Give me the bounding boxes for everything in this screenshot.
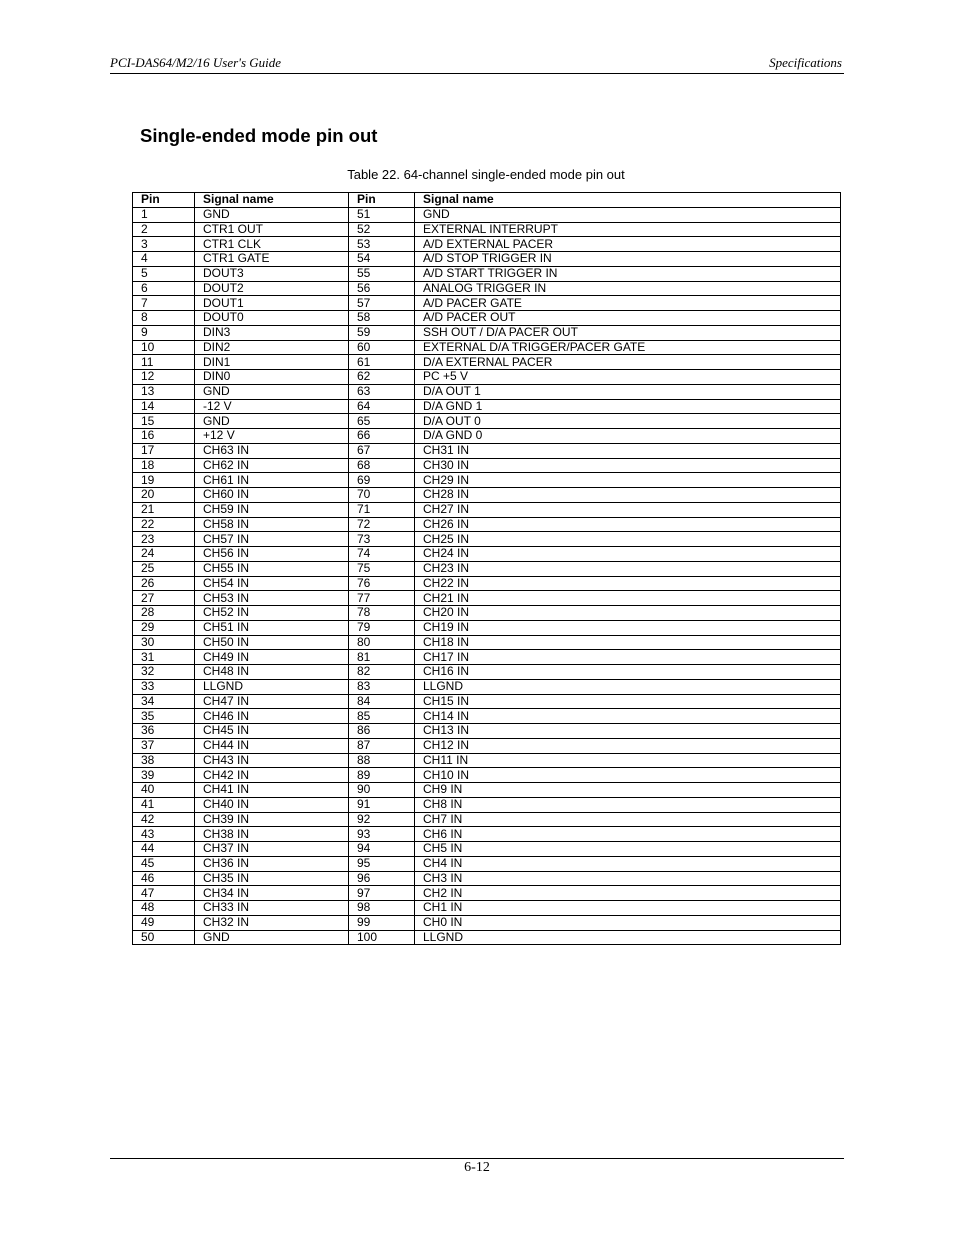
header-divider xyxy=(110,73,844,74)
table-row xyxy=(133,650,841,665)
table-row xyxy=(133,252,841,267)
pin-number-cell: 21 xyxy=(133,502,195,517)
table-row xyxy=(133,296,841,311)
pin-number-cell: 84 xyxy=(349,694,415,709)
signal-name-cell: CTR1 OUT xyxy=(195,222,349,237)
pin-number-cell: 29 xyxy=(133,620,195,635)
pin-number-cell: 40 xyxy=(133,783,195,798)
signal-name-cell: +12 V xyxy=(195,429,349,444)
pin-number-cell: 52 xyxy=(349,222,415,237)
signal-name-cell: CH24 IN xyxy=(415,547,841,562)
signal-name-cell: A/D PACER OUT xyxy=(415,311,841,326)
column-header-signal-left: Signal name xyxy=(195,193,349,208)
pin-number-cell: 94 xyxy=(349,842,415,857)
pin-number-cell: 63 xyxy=(349,384,415,399)
signal-name-cell: CH20 IN xyxy=(415,606,841,621)
signal-name-cell: CH11 IN xyxy=(415,753,841,768)
signal-name-cell: CH33 IN xyxy=(195,901,349,916)
table-row xyxy=(133,871,841,886)
signal-name-cell: CH3 IN xyxy=(415,871,841,886)
pin-number-cell: 38 xyxy=(133,753,195,768)
pin-number-cell: 76 xyxy=(349,576,415,591)
pin-number-cell: 8 xyxy=(133,311,195,326)
signal-name-cell: CH58 IN xyxy=(195,517,349,532)
table-row xyxy=(133,783,841,798)
pin-number-cell: 92 xyxy=(349,812,415,827)
pin-number-cell: 59 xyxy=(349,325,415,340)
table-row xyxy=(133,325,841,340)
pin-number-cell: 65 xyxy=(349,414,415,429)
signal-name-cell: CH2 IN xyxy=(415,886,841,901)
pin-number-cell: 93 xyxy=(349,827,415,842)
signal-name-cell: CH36 IN xyxy=(195,856,349,871)
signal-name-cell: A/D STOP TRIGGER IN xyxy=(415,252,841,267)
pin-number-cell: 14 xyxy=(133,399,195,414)
table-row xyxy=(133,886,841,901)
signal-name-cell: CH1 IN xyxy=(415,901,841,916)
signal-name-cell: CH56 IN xyxy=(195,547,349,562)
signal-name-cell: CH38 IN xyxy=(195,827,349,842)
pin-number-cell: 35 xyxy=(133,709,195,724)
table-row xyxy=(133,281,841,296)
signal-name-cell: CH27 IN xyxy=(415,502,841,517)
pin-number-cell: 22 xyxy=(133,517,195,532)
pin-number-cell: 74 xyxy=(349,547,415,562)
pin-number-cell: 89 xyxy=(349,768,415,783)
signal-name-cell: CTR1 CLK xyxy=(195,237,349,252)
table-row xyxy=(133,340,841,355)
table-row xyxy=(133,517,841,532)
pin-number-cell: 50 xyxy=(133,930,195,945)
pin-number-cell: 27 xyxy=(133,591,195,606)
signal-name-cell: CH13 IN xyxy=(415,724,841,739)
pin-number-cell: 55 xyxy=(349,266,415,281)
pin-number-cell: 61 xyxy=(349,355,415,370)
pin-number-cell: 83 xyxy=(349,679,415,694)
table-row xyxy=(133,606,841,621)
pin-number-cell: 100 xyxy=(349,930,415,945)
signal-name-cell: CH48 IN xyxy=(195,665,349,680)
pin-number-cell: 56 xyxy=(349,281,415,296)
table-row xyxy=(133,797,841,812)
signal-name-cell: PC +5 V xyxy=(415,370,841,385)
pin-number-cell: 30 xyxy=(133,635,195,650)
signal-name-cell: CH44 IN xyxy=(195,738,349,753)
table-row xyxy=(133,724,841,739)
signal-name-cell: CH41 IN xyxy=(195,783,349,798)
pin-number-cell: 26 xyxy=(133,576,195,591)
signal-name-cell: CH31 IN xyxy=(415,443,841,458)
signal-name-cell: CH15 IN xyxy=(415,694,841,709)
pin-number-cell: 79 xyxy=(349,620,415,635)
pin-number-cell: 41 xyxy=(133,797,195,812)
pin-number-cell: 17 xyxy=(133,443,195,458)
signal-name-cell: CH29 IN xyxy=(415,473,841,488)
table-row xyxy=(133,311,841,326)
signal-name-cell: GND xyxy=(195,414,349,429)
pin-number-cell: 62 xyxy=(349,370,415,385)
pin-number-cell: 87 xyxy=(349,738,415,753)
pin-number-cell: 12 xyxy=(133,370,195,385)
pin-number-cell: 97 xyxy=(349,886,415,901)
signal-name-cell: CH4 IN xyxy=(415,856,841,871)
table-row xyxy=(133,812,841,827)
pin-number-cell: 43 xyxy=(133,827,195,842)
pin-number-cell: 48 xyxy=(133,901,195,916)
table-row xyxy=(133,901,841,916)
column-header-pin-right: Pin xyxy=(349,193,415,208)
signal-name-cell: D/A OUT 0 xyxy=(415,414,841,429)
table-row xyxy=(133,266,841,281)
signal-name-cell: GND xyxy=(195,384,349,399)
signal-name-cell: CH32 IN xyxy=(195,915,349,930)
signal-name-cell: LLGND xyxy=(415,930,841,945)
pinout-table xyxy=(132,192,841,945)
signal-name-cell: CH23 IN xyxy=(415,561,841,576)
pin-number-cell: 57 xyxy=(349,296,415,311)
pin-number-cell: 18 xyxy=(133,458,195,473)
signal-name-cell: LLGND xyxy=(415,679,841,694)
pin-number-cell: 99 xyxy=(349,915,415,930)
table-row xyxy=(133,532,841,547)
table-row xyxy=(133,591,841,606)
signal-name-cell: CH51 IN xyxy=(195,620,349,635)
table-body xyxy=(133,207,841,945)
signal-name-cell: CH42 IN xyxy=(195,768,349,783)
pin-number-cell: 47 xyxy=(133,886,195,901)
signal-name-cell: CH39 IN xyxy=(195,812,349,827)
signal-name-cell: CH45 IN xyxy=(195,724,349,739)
signal-name-cell: A/D START TRIGGER IN xyxy=(415,266,841,281)
table-row xyxy=(133,384,841,399)
signal-name-cell: CH0 IN xyxy=(415,915,841,930)
pin-number-cell: 90 xyxy=(349,783,415,798)
signal-name-cell: SSH OUT / D/A PACER OUT xyxy=(415,325,841,340)
pin-number-cell: 98 xyxy=(349,901,415,916)
table-row xyxy=(133,768,841,783)
signal-name-cell: A/D PACER GATE xyxy=(415,296,841,311)
table-row xyxy=(133,488,841,503)
signal-name-cell: CH37 IN xyxy=(195,842,349,857)
pin-number-cell: 75 xyxy=(349,561,415,576)
column-header-pin-left: Pin xyxy=(133,193,195,208)
pin-number-cell: 54 xyxy=(349,252,415,267)
pin-number-cell: 91 xyxy=(349,797,415,812)
table-row xyxy=(133,443,841,458)
pin-number-cell: 1 xyxy=(133,207,195,222)
signal-name-cell: DIN1 xyxy=(195,355,349,370)
signal-name-cell: CH35 IN xyxy=(195,871,349,886)
signal-name-cell: DOUT1 xyxy=(195,296,349,311)
pin-number-cell: 31 xyxy=(133,650,195,665)
pin-number-cell: 69 xyxy=(349,473,415,488)
pin-number-cell: 3 xyxy=(133,237,195,252)
table-caption: Table 22. 64-channel single-ended mode pin out xyxy=(347,167,625,182)
pin-number-cell: 78 xyxy=(349,606,415,621)
signal-name-cell: CH8 IN xyxy=(415,797,841,812)
signal-name-cell: CH16 IN xyxy=(415,665,841,680)
pin-number-cell: 6 xyxy=(133,281,195,296)
pin-number-cell: 51 xyxy=(349,207,415,222)
signal-name-cell: CH26 IN xyxy=(415,517,841,532)
pin-number-cell: 88 xyxy=(349,753,415,768)
pin-number-cell: 77 xyxy=(349,591,415,606)
pin-number-cell: 20 xyxy=(133,488,195,503)
pin-number-cell: 71 xyxy=(349,502,415,517)
table-row xyxy=(133,561,841,576)
signal-name-cell: CH52 IN xyxy=(195,606,349,621)
pin-number-cell: 73 xyxy=(349,532,415,547)
pin-number-cell: 33 xyxy=(133,679,195,694)
table-row xyxy=(133,237,841,252)
signal-name-cell: CH34 IN xyxy=(195,886,349,901)
signal-name-cell: CH28 IN xyxy=(415,488,841,503)
signal-name-cell: DIN2 xyxy=(195,340,349,355)
signal-name-cell: DIN0 xyxy=(195,370,349,385)
pin-number-cell: 64 xyxy=(349,399,415,414)
signal-name-cell: LLGND xyxy=(195,679,349,694)
pin-number-cell: 96 xyxy=(349,871,415,886)
table-row xyxy=(133,679,841,694)
table-row xyxy=(133,458,841,473)
signal-name-cell: CH6 IN xyxy=(415,827,841,842)
pin-number-cell: 15 xyxy=(133,414,195,429)
signal-name-cell: -12 V xyxy=(195,399,349,414)
signal-name-cell: CH5 IN xyxy=(415,842,841,857)
pin-number-cell: 49 xyxy=(133,915,195,930)
table-row xyxy=(133,620,841,635)
table-row xyxy=(133,547,841,562)
signal-name-cell: CH60 IN xyxy=(195,488,349,503)
signal-name-cell: DOUT3 xyxy=(195,266,349,281)
pin-number-cell: 37 xyxy=(133,738,195,753)
table-row xyxy=(133,665,841,680)
signal-name-cell: D/A EXTERNAL PACER xyxy=(415,355,841,370)
pin-number-cell: 4 xyxy=(133,252,195,267)
table-row xyxy=(133,576,841,591)
signal-name-cell: CH61 IN xyxy=(195,473,349,488)
table-row xyxy=(133,502,841,517)
table-row xyxy=(133,222,841,237)
table-header-row xyxy=(133,193,841,208)
header-section-name: Specifications xyxy=(769,55,842,70)
pin-number-cell: 53 xyxy=(349,237,415,252)
table-row xyxy=(133,355,841,370)
pin-number-cell: 81 xyxy=(349,650,415,665)
table-row xyxy=(133,842,841,857)
pin-number-cell: 7 xyxy=(133,296,195,311)
signal-name-cell: CH62 IN xyxy=(195,458,349,473)
signal-name-cell: EXTERNAL D/A TRIGGER/PACER GATE xyxy=(415,340,841,355)
header-guide-title: PCI-DAS64/M2/16 User's Guide xyxy=(110,55,282,70)
pin-number-cell: 45 xyxy=(133,856,195,871)
table-row xyxy=(133,429,841,444)
pin-number-cell: 23 xyxy=(133,532,195,547)
signal-name-cell: CH63 IN xyxy=(195,443,349,458)
signal-name-cell: GND xyxy=(195,207,349,222)
pin-number-cell: 24 xyxy=(133,547,195,562)
table-row xyxy=(133,827,841,842)
signal-name-cell: CH40 IN xyxy=(195,797,349,812)
signal-name-cell: CH7 IN xyxy=(415,812,841,827)
footer-divider xyxy=(110,1158,844,1159)
pin-number-cell: 13 xyxy=(133,384,195,399)
pin-number-cell: 95 xyxy=(349,856,415,871)
table-row xyxy=(133,414,841,429)
signal-name-cell: ANALOG TRIGGER IN xyxy=(415,281,841,296)
signal-name-cell: CH43 IN xyxy=(195,753,349,768)
pin-number-cell: 36 xyxy=(133,724,195,739)
signal-name-cell: CH14 IN xyxy=(415,709,841,724)
table-row xyxy=(133,399,841,414)
pin-number-cell: 32 xyxy=(133,665,195,680)
signal-name-cell: CH55 IN xyxy=(195,561,349,576)
table-row xyxy=(133,856,841,871)
signal-name-cell: D/A GND 0 xyxy=(415,429,841,444)
signal-name-cell: CH54 IN xyxy=(195,576,349,591)
page-number: 6-12 xyxy=(464,1160,490,1175)
signal-name-cell: CH12 IN xyxy=(415,738,841,753)
pin-number-cell: 28 xyxy=(133,606,195,621)
table-row xyxy=(133,370,841,385)
pin-number-cell: 82 xyxy=(349,665,415,680)
table-row xyxy=(133,753,841,768)
pin-number-cell: 80 xyxy=(349,635,415,650)
pin-number-cell: 86 xyxy=(349,724,415,739)
pin-number-cell: 68 xyxy=(349,458,415,473)
signal-name-cell: CH9 IN xyxy=(415,783,841,798)
pin-number-cell: 11 xyxy=(133,355,195,370)
signal-name-cell: CH57 IN xyxy=(195,532,349,547)
table-row xyxy=(133,738,841,753)
signal-name-cell: DOUT0 xyxy=(195,311,349,326)
pin-number-cell: 58 xyxy=(349,311,415,326)
table-row xyxy=(133,635,841,650)
signal-name-cell: CH53 IN xyxy=(195,591,349,606)
pin-number-cell: 67 xyxy=(349,443,415,458)
pin-number-cell: 10 xyxy=(133,340,195,355)
table-row xyxy=(133,915,841,930)
pin-number-cell: 70 xyxy=(349,488,415,503)
pin-number-cell: 66 xyxy=(349,429,415,444)
pin-number-cell: 5 xyxy=(133,266,195,281)
pin-number-cell: 34 xyxy=(133,694,195,709)
pin-number-cell: 39 xyxy=(133,768,195,783)
signal-name-cell: CH50 IN xyxy=(195,635,349,650)
column-header-signal-right: Signal name xyxy=(415,193,841,208)
table-row xyxy=(133,709,841,724)
section-title: Single-ended mode pin out xyxy=(140,125,378,146)
signal-name-cell: A/D EXTERNAL PACER xyxy=(415,237,841,252)
signal-name-cell: CH10 IN xyxy=(415,768,841,783)
signal-name-cell: DIN3 xyxy=(195,325,349,340)
signal-name-cell: D/A GND 1 xyxy=(415,399,841,414)
signal-name-cell: CH30 IN xyxy=(415,458,841,473)
signal-name-cell: CH21 IN xyxy=(415,591,841,606)
pin-number-cell: 85 xyxy=(349,709,415,724)
pin-number-cell: 44 xyxy=(133,842,195,857)
signal-name-cell: DOUT2 xyxy=(195,281,349,296)
signal-name-cell: CH59 IN xyxy=(195,502,349,517)
signal-name-cell: CH49 IN xyxy=(195,650,349,665)
table-row xyxy=(133,207,841,222)
table-row xyxy=(133,694,841,709)
pin-number-cell: 19 xyxy=(133,473,195,488)
signal-name-cell: CH46 IN xyxy=(195,709,349,724)
signal-name-cell: CH19 IN xyxy=(415,620,841,635)
pin-number-cell: 46 xyxy=(133,871,195,886)
pin-number-cell: 60 xyxy=(349,340,415,355)
signal-name-cell: CH22 IN xyxy=(415,576,841,591)
pin-number-cell: 25 xyxy=(133,561,195,576)
signal-name-cell: GND xyxy=(195,930,349,945)
signal-name-cell: CH17 IN xyxy=(415,650,841,665)
pin-number-cell: 42 xyxy=(133,812,195,827)
signal-name-cell: CH18 IN xyxy=(415,635,841,650)
signal-name-cell: GND xyxy=(415,207,841,222)
signal-name-cell: CH25 IN xyxy=(415,532,841,547)
signal-name-cell: EXTERNAL INTERRUPT xyxy=(415,222,841,237)
signal-name-cell: CH47 IN xyxy=(195,694,349,709)
pin-number-cell: 2 xyxy=(133,222,195,237)
pin-number-cell: 72 xyxy=(349,517,415,532)
table-row xyxy=(133,473,841,488)
signal-name-cell: CTR1 GATE xyxy=(195,252,349,267)
pin-number-cell: 16 xyxy=(133,429,195,444)
pin-number-cell: 9 xyxy=(133,325,195,340)
signal-name-cell: D/A OUT 1 xyxy=(415,384,841,399)
table-row xyxy=(133,930,841,945)
